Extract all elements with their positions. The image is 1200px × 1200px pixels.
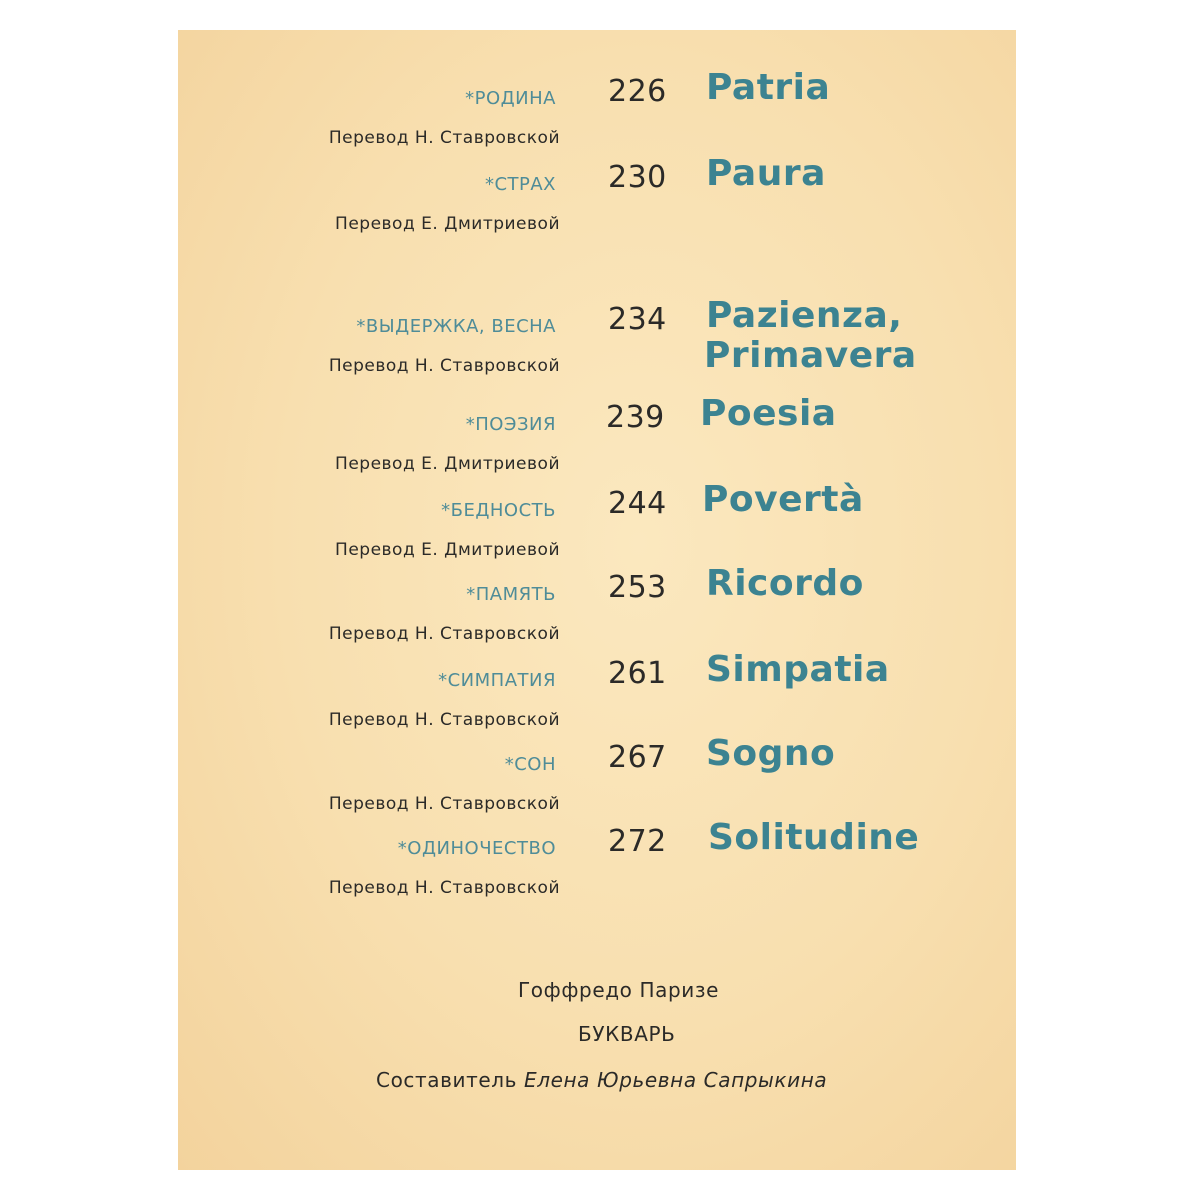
translator-credit: Перевод Е. Дмитриевой — [335, 454, 560, 474]
italian-title: Patria — [706, 67, 831, 108]
italian-title: Sogno — [706, 733, 836, 774]
italian-title: Ricordo — [706, 563, 864, 604]
russian-title: *БЕДНОСТЬ — [441, 500, 556, 521]
translator-credit: Перевод Н. Ставровской — [328, 356, 560, 376]
russian-title: *РОДИНА — [465, 88, 556, 109]
russian-title: *СИМПАТИЯ — [438, 670, 556, 691]
italian-title: Simpatia — [706, 649, 890, 690]
page-number: 226 — [608, 74, 667, 109]
translator-credit: Перевод Н. Ставровской — [328, 128, 560, 148]
italian-title: Paura — [706, 153, 826, 194]
page-number: 244 — [608, 486, 667, 521]
italian-title: Solitudine — [708, 817, 920, 858]
book-title: БУКВАРЬ — [578, 1022, 676, 1046]
compiler-name: Елена Юрьевна Сапрыкина — [523, 1068, 828, 1092]
russian-title: *СТРАХ — [484, 174, 556, 195]
russian-title: *ПОЭЗИЯ — [465, 414, 556, 435]
italian-title: Poesia — [700, 393, 837, 434]
compiler-credit — [376, 1068, 1200, 1092]
translator-credit: Перевод Н. Ставровской — [328, 878, 560, 898]
translator-credit: Перевод Е. Дмитриевой — [335, 214, 560, 234]
page-number: 234 — [608, 302, 667, 337]
author-name: Гоффредо Паризе — [518, 978, 719, 1002]
translator-credit: Перевод Е. Дмитриевой — [335, 540, 560, 560]
translator-credit: Перевод Н. Ставровской — [328, 710, 560, 730]
russian-title: *ОДИНОЧЕСТВО — [397, 838, 556, 859]
page-number: 239 — [606, 400, 665, 435]
book-page — [178, 30, 1016, 1170]
page-number: 230 — [608, 160, 667, 195]
page-number: 272 — [608, 824, 667, 859]
russian-title: *ВЫДЕРЖКА, ВЕСНА — [356, 316, 556, 337]
translator-credit: Перевод Н. Ставровской — [328, 624, 560, 644]
page-number: 253 — [608, 570, 667, 605]
italian-title: Povertà — [702, 479, 864, 520]
russian-title: *ПАМЯТЬ — [466, 584, 556, 605]
compiler-label: Составитель — [376, 1068, 518, 1092]
russian-title: *СОН — [504, 754, 556, 775]
italian-title-line-2: Primavera — [704, 335, 917, 376]
page-number: 267 — [608, 740, 667, 775]
italian-title: Pazienza, — [706, 295, 903, 336]
translator-credit: Перевод Н. Ставровской — [328, 794, 560, 814]
page-number: 261 — [608, 656, 667, 691]
